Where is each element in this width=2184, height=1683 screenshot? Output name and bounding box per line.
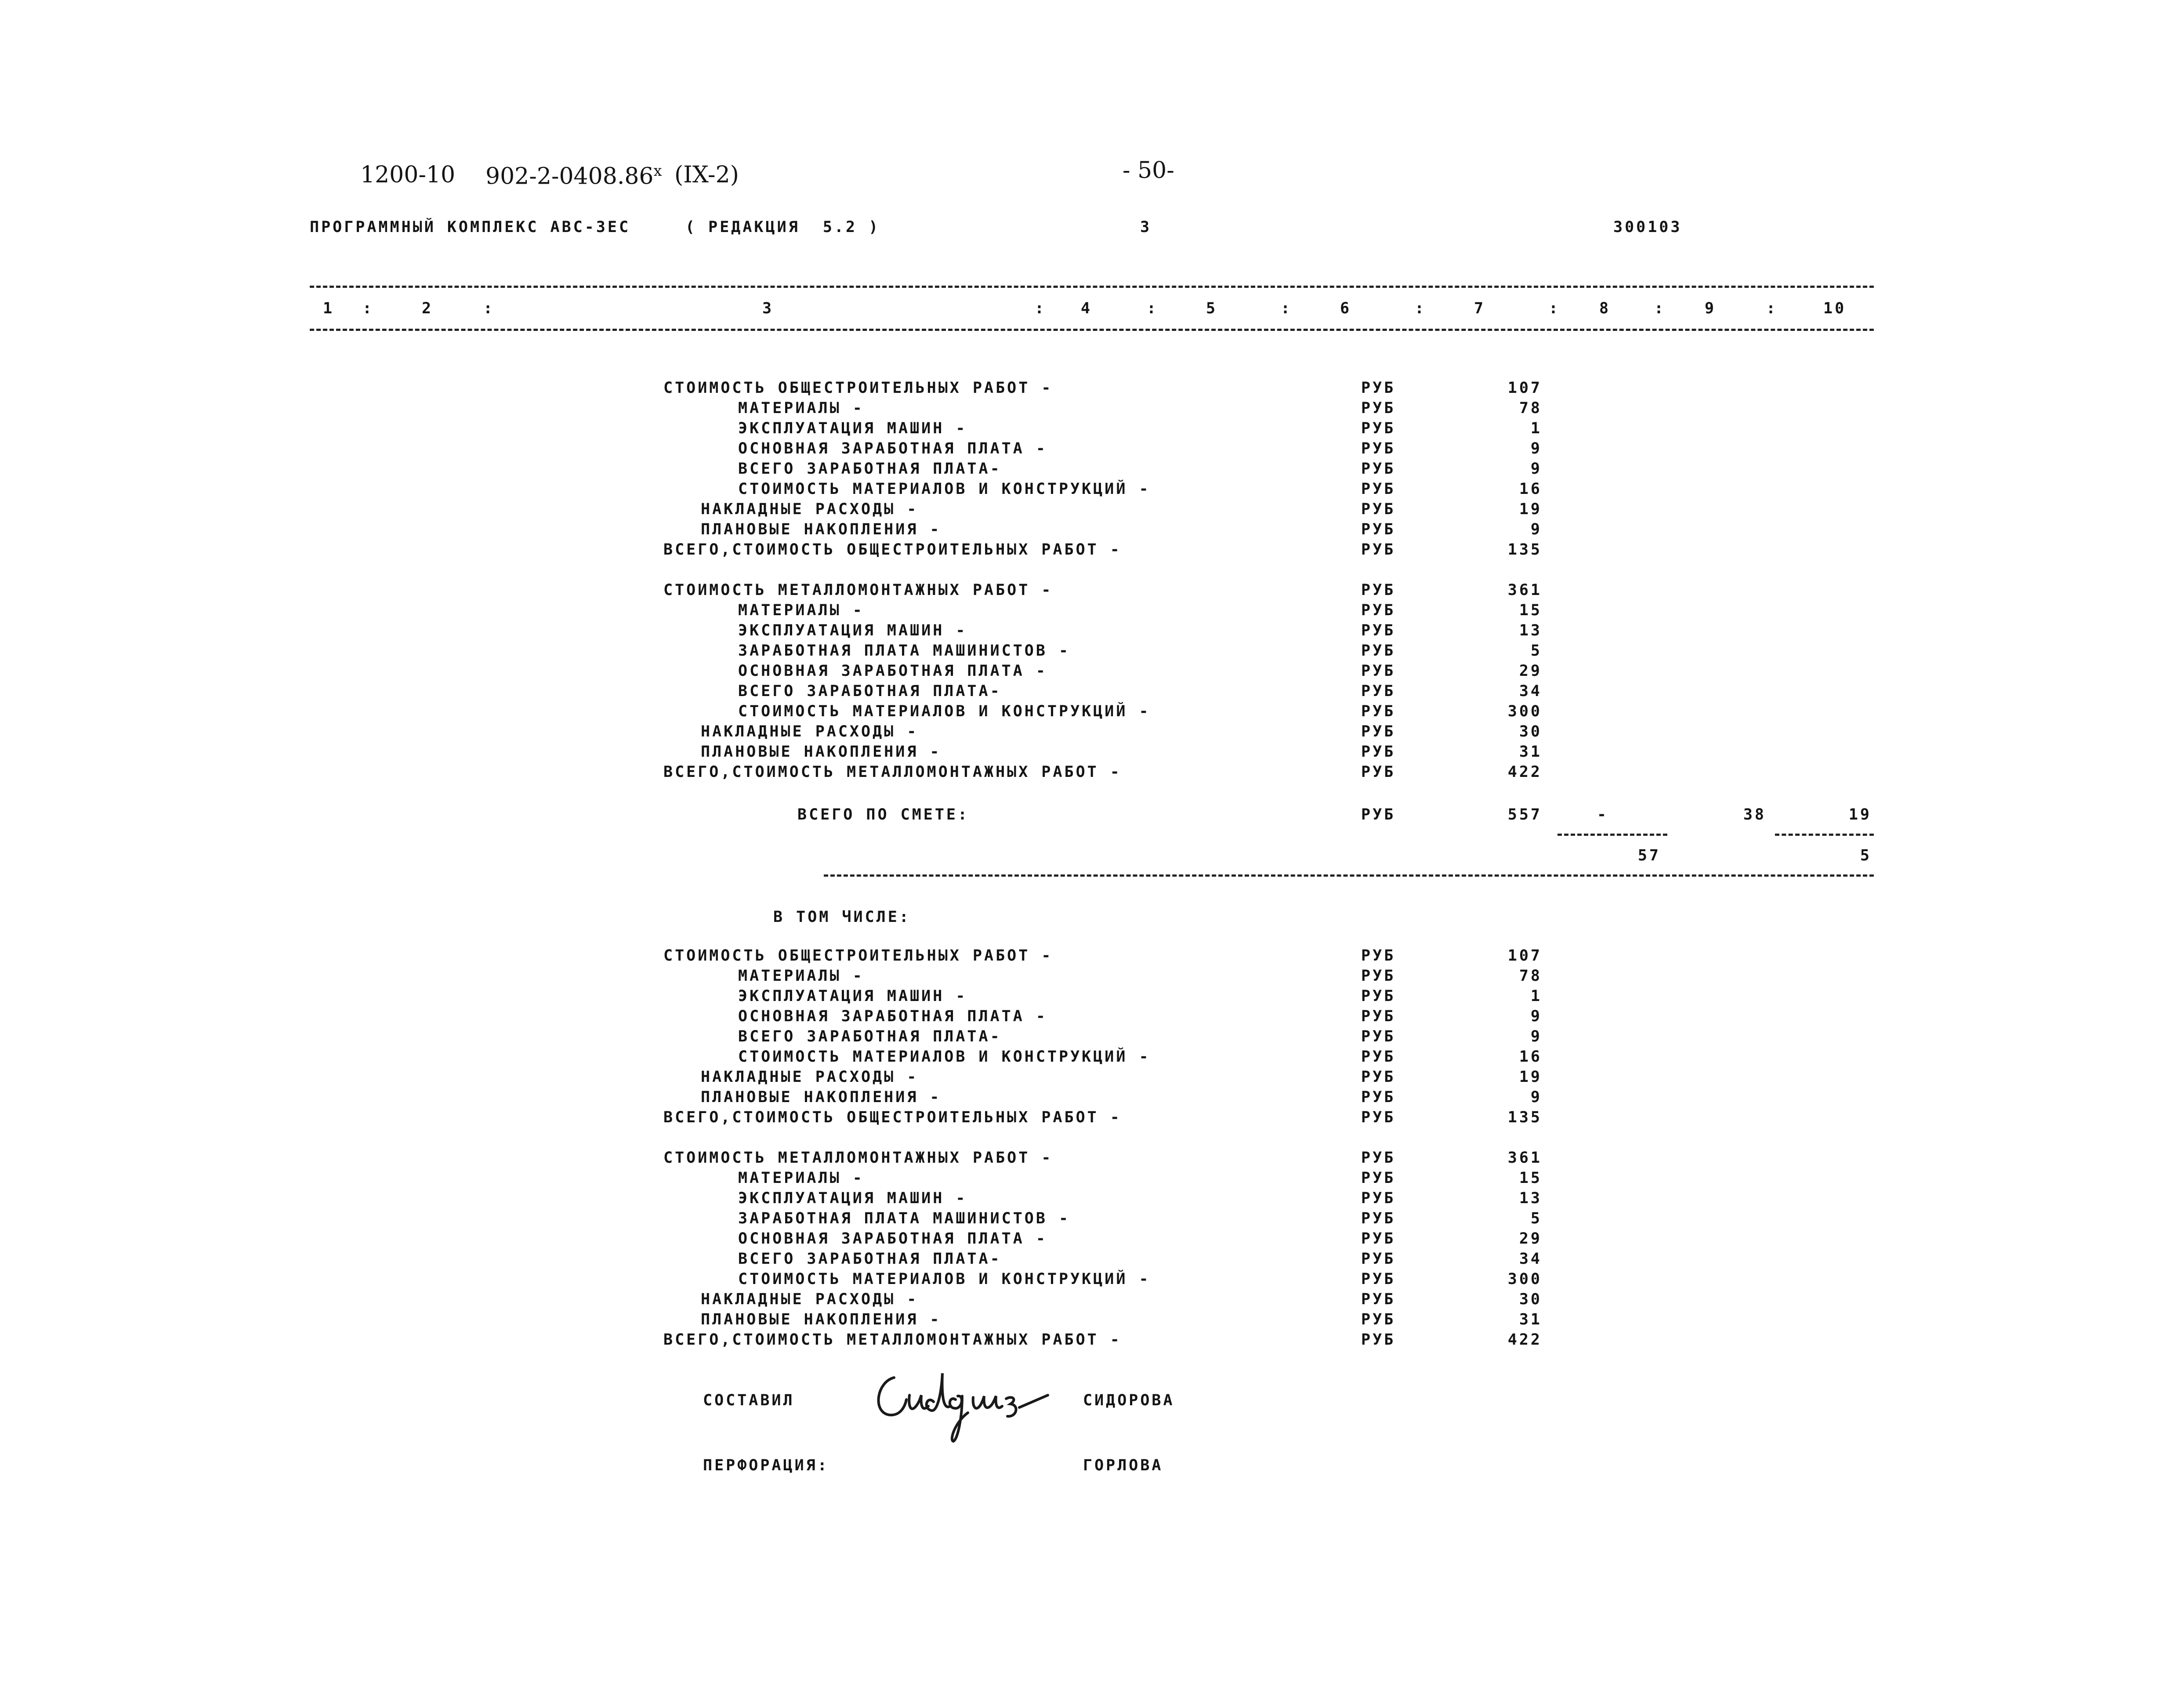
cost-item-label: НАКЛАДНЫЕ РАСХОДЫ - bbox=[701, 1068, 919, 1086]
column-separator: : bbox=[1415, 300, 1427, 317]
cost-item-value: 9 bbox=[1530, 1008, 1542, 1025]
cost-item-label: ВСЕГО,СТОИМОСТЬ МЕТАЛЛОМОНТАЖНЫХ РАБОТ - bbox=[663, 1331, 1122, 1349]
column-number: 3 bbox=[762, 300, 774, 317]
compiled-by-label: СОСТАВИЛ bbox=[703, 1392, 795, 1409]
section-code: (IX-2) bbox=[674, 162, 739, 188]
cost-item-value: 29 bbox=[1519, 1230, 1542, 1248]
cost-item-unit: РУБ bbox=[1361, 399, 1396, 417]
cost-item-unit: РУБ bbox=[1361, 763, 1396, 781]
cost-item-label: ПЛАНОВЫЕ НАКОПЛЕНИЯ - bbox=[701, 1311, 942, 1328]
cost-item-value: 107 bbox=[1507, 947, 1542, 965]
cost-item-value: 19 bbox=[1519, 501, 1542, 518]
cost-item-value: 9 bbox=[1530, 460, 1542, 478]
cost-item-value: 9 bbox=[1530, 1088, 1542, 1106]
cost-item-unit: РУБ bbox=[1361, 501, 1396, 518]
cost-item-unit: РУБ bbox=[1361, 440, 1396, 457]
cost-item-unit: РУБ bbox=[1361, 662, 1396, 680]
cost-item-value: 5 bbox=[1530, 1210, 1542, 1227]
cost-item-label: НАКЛАДНЫЕ РАСХОДЫ - bbox=[701, 723, 919, 740]
cost-item-unit: РУБ bbox=[1361, 1311, 1396, 1328]
cost-item-value: 16 bbox=[1519, 480, 1542, 498]
cost-item-value: 9 bbox=[1530, 1028, 1542, 1045]
cost-item-label: ВСЕГО ЗАРАБОТНАЯ ПЛАТА- bbox=[738, 1028, 1002, 1045]
total-col10-bottom: 5 bbox=[1860, 847, 1872, 864]
cost-item-unit: РУБ bbox=[1361, 1190, 1396, 1207]
program-version: ( РЕДАКЦИЯ 5.2 ) bbox=[685, 218, 880, 236]
cost-item-value: 13 bbox=[1519, 622, 1542, 639]
cost-item-value: 300 bbox=[1507, 1270, 1542, 1288]
cost-item-unit: РУБ bbox=[1361, 581, 1396, 599]
cost-item-value: 19 bbox=[1519, 1068, 1542, 1086]
cost-item-label: НАКЛАДНЫЕ РАСХОДЫ - bbox=[701, 1291, 919, 1308]
cost-item-label: ЭКСПЛУАТАЦИЯ МАШИН - bbox=[738, 987, 967, 1005]
cost-item-value: 78 bbox=[1519, 967, 1542, 985]
total-col10-rule bbox=[1775, 834, 1874, 836]
column-number: 5 bbox=[1206, 300, 1218, 317]
cost-item-label: ЭКСПЛУАТАЦИЯ МАШИН - bbox=[738, 622, 967, 639]
cost-item-value: 361 bbox=[1507, 581, 1542, 599]
doc-code: 1200-10 bbox=[360, 162, 456, 188]
cost-item-label: СТОИМОСТЬ МЕТАЛЛОМОНТАЖНЫХ РАБОТ - bbox=[663, 581, 1053, 599]
cost-item-unit: РУБ bbox=[1361, 1149, 1396, 1167]
cost-item-label: СТОИМОСТЬ МАТЕРИАЛОВ И КОНСТРУКЦИЙ - bbox=[738, 480, 1151, 498]
cost-item-value: 78 bbox=[1519, 399, 1542, 417]
cost-item-label: СТОИМОСТЬ МАТЕРИАЛОВ И КОНСТРУКЦИЙ - bbox=[738, 1048, 1151, 1066]
cost-item-label: ОСНОВНАЯ ЗАРАБОТНАЯ ПЛАТА - bbox=[738, 1008, 1047, 1025]
cost-item-value: 5 bbox=[1530, 642, 1542, 660]
column-separator: : bbox=[1281, 300, 1293, 317]
cost-item-unit: РУБ bbox=[1361, 521, 1396, 538]
cost-item-label: НАКЛАДНЫЕ РАСХОДЫ - bbox=[701, 501, 919, 518]
cost-item-label: МАТЕРИАЛЫ - bbox=[738, 399, 864, 417]
total-rule bbox=[824, 874, 1874, 877]
cost-item-unit: РУБ bbox=[1361, 480, 1396, 498]
cost-item-value: 135 bbox=[1507, 1109, 1542, 1126]
cost-item-label: ЭКСПЛУАТАЦИЯ МАШИН - bbox=[738, 420, 967, 437]
column-separator: : bbox=[1147, 300, 1159, 317]
cost-item-unit: РУБ bbox=[1361, 541, 1396, 559]
cost-item-unit: РУБ bbox=[1361, 420, 1396, 437]
cost-item-label: ЗАРАБОТНАЯ ПЛАТА МАШИНИСТОВ - bbox=[738, 642, 1071, 660]
total-col10-top: 19 bbox=[1848, 806, 1872, 823]
compiled-by-name: СИДОРОВА bbox=[1083, 1392, 1175, 1409]
cost-item-value: 422 bbox=[1507, 1331, 1542, 1349]
cost-item-unit: РУБ bbox=[1361, 1270, 1396, 1288]
cost-item-unit: РУБ bbox=[1361, 379, 1396, 397]
cost-item-value: 1 bbox=[1530, 420, 1542, 437]
column-separator: : bbox=[1654, 300, 1666, 317]
total-unit: РУБ bbox=[1361, 806, 1396, 823]
cost-item-unit: РУБ bbox=[1361, 1210, 1396, 1227]
cost-item-value: 9 bbox=[1530, 521, 1542, 538]
column-separator: : bbox=[1766, 300, 1778, 317]
cost-item-label: ЭКСПЛУАТАЦИЯ МАШИН - bbox=[738, 1190, 967, 1207]
perforation-label: ПЕРФОРАЦИЯ: bbox=[703, 1457, 829, 1474]
cost-item-value: 29 bbox=[1519, 662, 1542, 680]
cost-item-label: СТОИМОСТЬ ОБЩЕСТРОИТЕЛЬНЫХ РАБОТ - bbox=[663, 947, 1053, 965]
program-name: ПРОГРАММНЫЙ КОМПЛЕКС АВС-ЗЕС bbox=[310, 218, 631, 236]
cost-item-label: МАТЕРИАЛЫ - bbox=[738, 602, 864, 619]
column-separator: : bbox=[483, 300, 495, 317]
cost-item-unit: РУБ bbox=[1361, 642, 1396, 660]
sheet-number: 3 bbox=[1140, 218, 1152, 236]
cost-item-value: 13 bbox=[1519, 1190, 1542, 1207]
cost-item-unit: РУБ bbox=[1361, 1169, 1396, 1187]
page-number: - 50- bbox=[1123, 157, 1174, 184]
cost-item-label: ВСЕГО,СТОИМОСТЬ МЕТАЛЛОМОНТАЖНЫХ РАБОТ - bbox=[663, 763, 1122, 781]
total-col8-rule bbox=[1557, 834, 1667, 836]
cost-item-unit: РУБ bbox=[1361, 1088, 1396, 1106]
cost-item-value: 30 bbox=[1519, 723, 1542, 740]
cost-item-value: 34 bbox=[1519, 682, 1542, 700]
cost-item-unit: РУБ bbox=[1361, 967, 1396, 985]
total-col10-value: 38 bbox=[1743, 806, 1766, 823]
cost-item-unit: РУБ bbox=[1361, 1230, 1396, 1248]
column-number: 1 bbox=[323, 300, 335, 317]
cost-item-value: 9 bbox=[1530, 440, 1542, 457]
column-number: 4 bbox=[1081, 300, 1093, 317]
cost-item-unit: РУБ bbox=[1361, 460, 1396, 478]
cost-item-label: МАТЕРИАЛЫ - bbox=[738, 1169, 864, 1187]
cost-item-value: 16 bbox=[1519, 1048, 1542, 1066]
cost-item-unit: РУБ bbox=[1361, 987, 1396, 1005]
column-number: 8 bbox=[1599, 300, 1611, 317]
cost-item-unit: РУБ bbox=[1361, 1048, 1396, 1066]
cost-item-unit: РУБ bbox=[1361, 1331, 1396, 1349]
cost-item-label: ПЛАНОВЫЕ НАКОПЛЕНИЯ - bbox=[701, 743, 942, 761]
cost-item-unit: РУБ bbox=[1361, 1008, 1396, 1025]
cost-item-label: СТОИМОСТЬ МАТЕРИАЛОВ И КОНСТРУКЦИЙ - bbox=[738, 1270, 1151, 1288]
cost-item-unit: РУБ bbox=[1361, 602, 1396, 619]
cost-item-unit: РУБ bbox=[1361, 1109, 1396, 1126]
column-number: 2 bbox=[422, 300, 434, 317]
cost-item-unit: РУБ bbox=[1361, 723, 1396, 740]
cost-item-unit: РУБ bbox=[1361, 682, 1396, 700]
cost-item-value: 107 bbox=[1507, 379, 1542, 397]
cost-item-label: СТОИМОСТЬ МАТЕРИАЛОВ И КОНСТРУКЦИЙ - bbox=[738, 703, 1151, 720]
cost-item-value: 15 bbox=[1519, 602, 1542, 619]
header-rule-bottom bbox=[310, 329, 1874, 331]
cost-item-label: ПЛАНОВЫЕ НАКОПЛЕНИЯ - bbox=[701, 1088, 942, 1106]
cost-item-value: 34 bbox=[1519, 1250, 1542, 1268]
including-label: В ТОМ ЧИСЛЕ: bbox=[773, 908, 911, 926]
cost-item-unit: РУБ bbox=[1361, 1291, 1396, 1308]
cost-item-label: МАТЕРИАЛЫ - bbox=[738, 967, 864, 985]
cost-item-label: СТОИМОСТЬ МЕТАЛЛОМОНТАЖНЫХ РАБОТ - bbox=[663, 1149, 1053, 1167]
cost-item-unit: РУБ bbox=[1361, 1250, 1396, 1268]
cost-item-value: 15 bbox=[1519, 1169, 1542, 1187]
perforation-name: ГОРЛОВА bbox=[1083, 1457, 1163, 1474]
project-number: 902-2-0408.86$^x$ bbox=[485, 162, 662, 190]
cost-item-unit: РУБ bbox=[1361, 703, 1396, 720]
cost-item-value: 31 bbox=[1519, 1311, 1542, 1328]
cost-item-label: ПЛАНОВЫЕ НАКОПЛЕНИЯ - bbox=[701, 521, 942, 538]
cost-item-label: ВСЕГО,СТОИМОСТЬ ОБЩЕСТРОИТЕЛЬНЫХ РАБОТ - bbox=[663, 1109, 1122, 1126]
cost-item-label: ОСНОВНАЯ ЗАРАБОТНАЯ ПЛАТА - bbox=[738, 1230, 1047, 1248]
cost-item-label: ВСЕГО ЗАРАБОТНАЯ ПЛАТА- bbox=[738, 460, 1002, 478]
column-number: 6 bbox=[1340, 300, 1352, 317]
cost-item-label: ЗАРАБОТНАЯ ПЛАТА МАШИНИСТОВ - bbox=[738, 1210, 1071, 1227]
cost-item-label: ВСЕГО ЗАРАБОТНАЯ ПЛАТА- bbox=[738, 682, 1002, 700]
cost-item-unit: РУБ bbox=[1361, 622, 1396, 639]
column-separator: : bbox=[1549, 300, 1561, 317]
cost-item-value: 1 bbox=[1530, 987, 1542, 1005]
total-label: ВСЕГО ПО СМЕТЕ: bbox=[797, 806, 970, 823]
signature-image bbox=[868, 1364, 1052, 1448]
cost-item-unit: РУБ bbox=[1361, 743, 1396, 761]
total-value: 557 bbox=[1507, 806, 1542, 823]
column-separator: : bbox=[362, 300, 374, 317]
cost-item-value: 361 bbox=[1507, 1149, 1542, 1167]
cost-item-value: 422 bbox=[1507, 763, 1542, 781]
column-number: 7 bbox=[1474, 300, 1486, 317]
total-col8-bottom: 57 bbox=[1637, 847, 1661, 864]
column-number: 10 bbox=[1823, 300, 1847, 317]
cost-item-label: ОСНОВНАЯ ЗАРАБОТНАЯ ПЛАТА - bbox=[738, 662, 1047, 680]
cost-item-value: 31 bbox=[1519, 743, 1542, 761]
cost-item-label: ВСЕГО ЗАРАБОТНАЯ ПЛАТА- bbox=[738, 1250, 1002, 1268]
form-code: 300103 bbox=[1613, 218, 1682, 236]
cost-item-label: СТОИМОСТЬ ОБЩЕСТРОИТЕЛЬНЫХ РАБОТ - bbox=[663, 379, 1053, 397]
cost-item-unit: РУБ bbox=[1361, 947, 1396, 965]
total-col8-top: - bbox=[1597, 806, 1609, 823]
cost-item-value: 300 bbox=[1507, 703, 1542, 720]
cost-item-value: 30 bbox=[1519, 1291, 1542, 1308]
cost-item-value: 135 bbox=[1507, 541, 1542, 559]
cost-item-unit: РУБ bbox=[1361, 1028, 1396, 1045]
header-rule-top bbox=[310, 286, 1874, 288]
cost-item-unit: РУБ bbox=[1361, 1068, 1396, 1086]
column-number: 9 bbox=[1705, 300, 1717, 317]
column-separator: : bbox=[1035, 300, 1047, 317]
cost-item-label: ОСНОВНАЯ ЗАРАБОТНАЯ ПЛАТА - bbox=[738, 440, 1047, 457]
cost-item-label: ВСЕГО,СТОИМОСТЬ ОБЩЕСТРОИТЕЛЬНЫХ РАБОТ - bbox=[663, 541, 1122, 559]
